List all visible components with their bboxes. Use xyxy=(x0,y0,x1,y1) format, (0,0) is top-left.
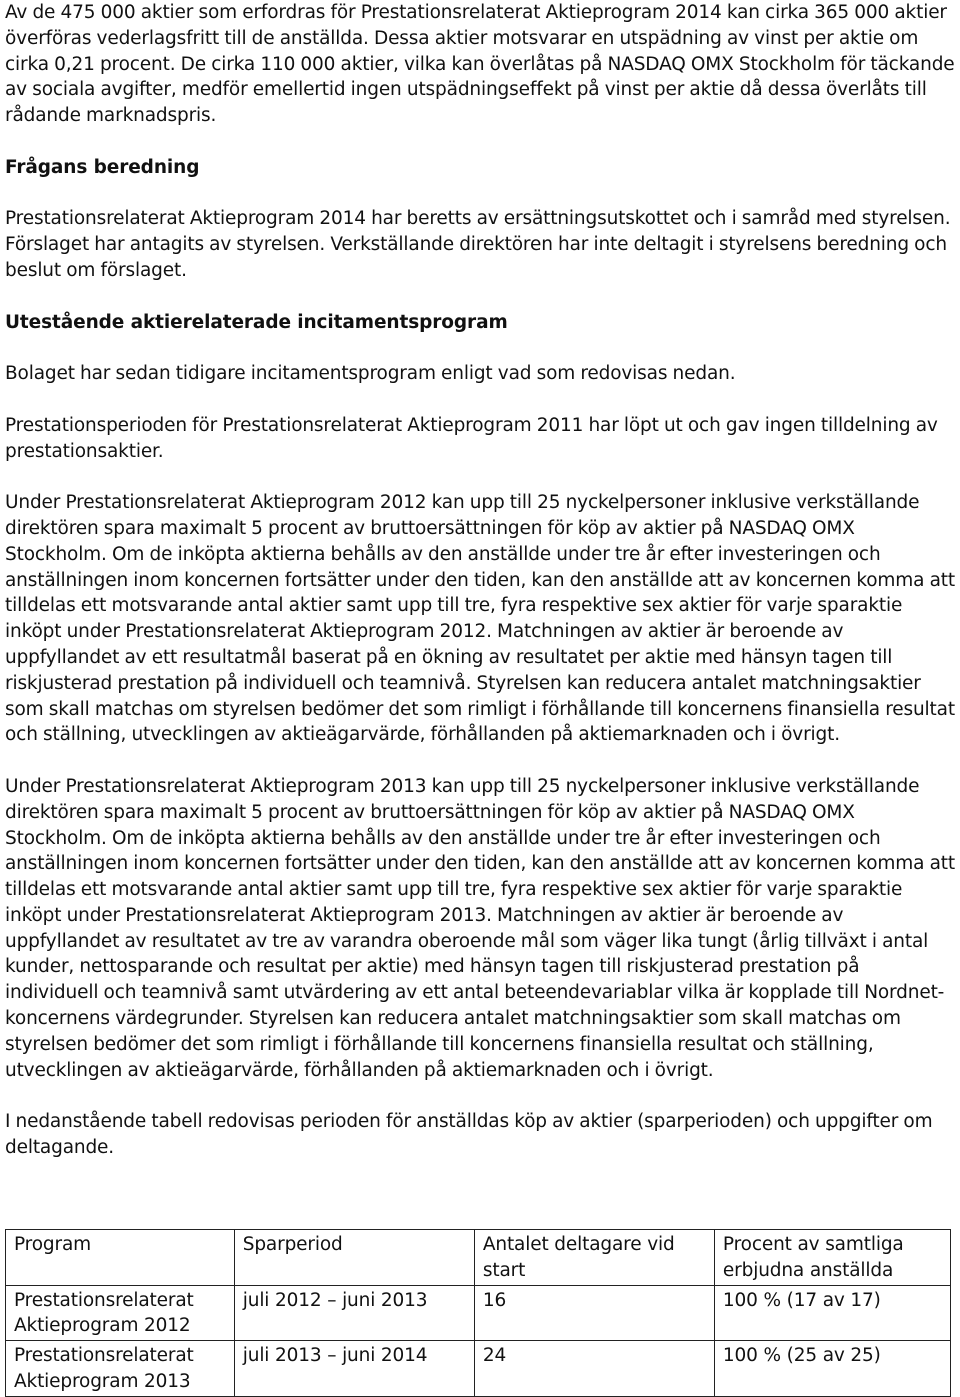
paragraph-intro-program: Bolaget har sedan tidigare incitamentsprogram enligt vad som redovisas nedan. xyxy=(5,363,736,385)
table-cell: Prestationsrelaterat Aktieprogram 2013 xyxy=(6,1341,235,1397)
paragraph-dilution: Av de 475 000 aktier som erfordras för Prestationsrelaterat Aktieprogram 2014 kan cirka 365 000 aktier överföras vederlagsfritt till de anställda. Dessa aktier motsvarar en utspädning av vinst per aktie om cirka 0,21 procent. De cirka 110 000 aktier, vilka kan överlåtas på NASDAQ OMX Stockholm för täckande av sociala avgifter, medför emellertid ingen utspädningseffekt på vinst per aktie då dessa överlåts till rådande marknadspris. xyxy=(5,2,955,127)
paragraph-beredning: Prestationsrelaterat Aktieprogram 2014 har beretts av ersättningsutskottet och i samråd med styrelsen. Förslaget har antagits av styrelsen. Verkställande direktören har inte deltagit i styrelsens beredning och beslut om förslaget. xyxy=(5,208,951,281)
table-row xyxy=(6,1285,951,1341)
table-cell: 100 % (25 av 25) xyxy=(714,1341,950,1397)
table-cell: 16 xyxy=(474,1285,714,1341)
program-table xyxy=(5,1229,951,1397)
table-cell: Prestationsrelaterat Aktieprogram 2012 xyxy=(6,1285,235,1341)
heading-fragans-beredning: Frågans beredning xyxy=(5,156,200,178)
table-cell: 24 xyxy=(474,1341,714,1397)
table-header-cell: Program xyxy=(6,1230,235,1286)
spacer xyxy=(5,129,955,155)
paragraph-program-2011: Prestationsperioden för Prestationsrelaterat Aktieprogram 2011 har löpt ut och gav ingen tilldelning av prestationsaktier. xyxy=(5,414,938,462)
table-header-row xyxy=(6,1230,951,1286)
paragraph-program-2012: Under Prestationsrelaterat Aktieprogram 2012 kan upp till 25 nyckelpersoner inklusive verkställande direktören spara maximalt 5 procent av bruttoersättningen för köp av aktier på NASDAQ OMX Stockholm. Om de inköpta aktierna behålls av den anställde under tre år efter investeringen och anställningen inom koncernen fortsätter under den tiden, kan den anställde att av koncernen komma att tilldelas ett motsvarande antal aktier samt upp till tre, fyra respektive sex aktier för varje sparaktie inköpt under Prestationsrelaterat Aktieprogram 2012. Matchningen av aktier är beroende av uppfyllandet av ett resultatmål baserat på en ökning av resultatet per aktie med hänsyn tagen till riskjusterad prestation på individuell och teamnivå. Styrelsen kan reducera antalet matchningsaktier som skall matchas om styrelsen bedömer det som rimligt i förhållande till koncernens finansiella resultat och ställning, utvecklingen av aktieägarvärde, förhållanden på aktiemarknaden och i övrigt. xyxy=(5,492,955,746)
table-header-cell: Antalet deltagare vid start xyxy=(474,1230,714,1286)
spacer xyxy=(5,464,955,490)
table-row xyxy=(6,1341,951,1397)
spacer xyxy=(5,284,955,310)
table-cell: 100 % (17 av 17) xyxy=(714,1285,950,1341)
paragraph-table-intro: I nedanstående tabell redovisas perioden för anställdas köp av aktier (sparperioden) och uppgifter om deltagande. xyxy=(5,1111,933,1159)
table-header-cell: Sparperiod xyxy=(234,1230,474,1286)
spacer xyxy=(5,748,955,774)
paragraph-program-2013: Under Prestationsrelaterat Aktieprogram 2013 kan upp till 25 nyckelpersoner inklusive verkställande direktören spara maximalt 5 procent av bruttoersättningen för köp av aktier på NASDAQ OMX Stockholm. Om de inköpta aktierna behålls av den anställde under tre år efter investeringen och anställningen inom koncernen fortsätter under den tiden, kan den anställde att av koncernen komma att tilldelas ett motsvarande antal aktier samt upp till tre, fyra respektive sex aktier för varje sparaktie inköpt under Prestationsrelaterat Aktieprogram 2013. Matchningen av aktier är beroende av uppfyllandet av resultatet av tre av varandra oberoende mål som väger lika tungt (årlig tillväxt i antal kunder, nettosparande och resultat per aktie) med hänsyn tagen till riskjusterad prestation på individuell och teamnivå samt utvärdering av ett antal beteendevariablar vilka är kopplade till Nordnet-koncernens värdegrunder. Styrelsen kan reducera antalet matchningsaktier som skall matchas om styrelsen bedömer det som rimligt i förhållande till koncernens finansiella resultat och ställning, utvecklingen av aktieägarvärde, förhållanden på aktiemarknaden och i övrigt. xyxy=(5,775,955,1081)
spacer xyxy=(5,387,955,413)
spacer xyxy=(5,181,955,207)
document-page xyxy=(5,0,955,1161)
heading-utestaende-program: Utestående aktierelaterade incitamentsprogram xyxy=(5,311,508,333)
table-cell: juli 2013 – juni 2014 xyxy=(234,1341,474,1397)
table-cell: juli 2012 – juni 2013 xyxy=(234,1285,474,1341)
spacer xyxy=(5,1083,955,1109)
table-header-cell: Procent av samtliga erbjudna anställda xyxy=(714,1230,950,1286)
spacer xyxy=(5,335,955,361)
